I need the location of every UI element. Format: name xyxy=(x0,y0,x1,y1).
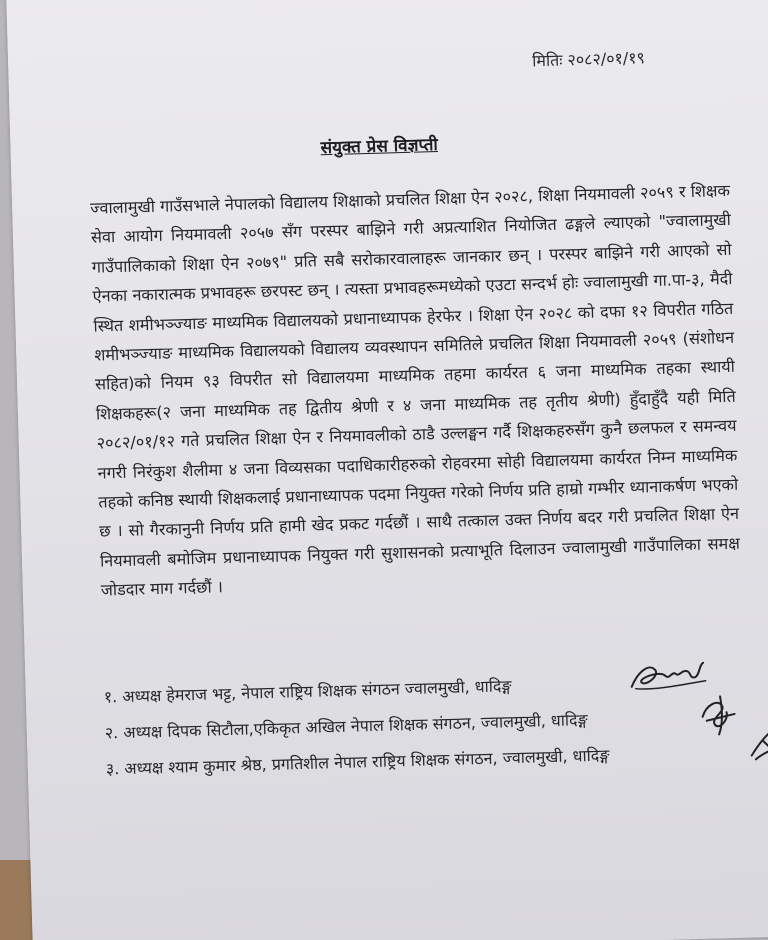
signatory-number: १. xyxy=(103,687,118,707)
handwritten-signature-2 xyxy=(696,690,741,737)
date-line: मितिः २०८२/०१/१९ xyxy=(531,48,646,71)
signatory-number: २. xyxy=(104,723,119,743)
document-heading: संयुक्त प्रेस विज्ञप्ती xyxy=(320,135,439,159)
signatory-text: अध्यक्ष श्याम कुमार श्रेष्ठ, प्रगतिशील नेपाल राष्ट्रिय शिक्षक संगठन, ज्वालमुखी, धादिङ्ग xyxy=(124,745,610,778)
signatory-text: अध्यक्ष हेमराज भट्ट, नेपाल राष्ट्रिय शिक्षक संगठन ज्वालमुखी, धादिङ्ग xyxy=(122,676,512,707)
body-paragraph: ज्वालामुखी गाउँसभाले नेपालको विद्यालय शिक्षाको प्रचलित शिक्षा ऐन २०२८, शिक्षा नियमावली २०५९ र शिक्षक सेवा आयोग नियमावली २०५७ सँग परस्पर बाझिने गरी अप्रत्याशित नियोजित ढङ्गले ल्याएको "ज्वालामुखी गाउँपालिकाको शिक्षा ऐन २०७९" प्रति सबै सरोकारवालाहरू जानकार छन् । परस्पर बाझिने गरी आएको सो ऐनका नकारात्मक प्रभावहरू छरपस्ट छन् । त्यस्ता प्रभावहरूमध्येको एउटा सन्दर्भ होः ज्वालामुखी गा.पा-३, मैदी स्थित शमीभञ्ज्याङ माध्यमिक विद्यालयको प्रधानाध्यापक हेरफेर । शिक्षा ऐन २०२८ को दफा १२ विपरीत गठित शमीभञ्ज्याङ माध्यमिक विद्यालयको विद्यालय व्यवस्थापन समितिले प्रचलित शिक्षा नियमावली २०५९ (संशोधन सहित)को नियम ९३ विपरीत सो विद्यालयमा माध्यमिक तहमा कार्यरत ६ जना माध्यमिक तहका स्थायी शिक्षकहरू(२ जना माध्यमिक तह द्वितीय श्रेणी र ४ जना माध्यमिक तह तृतीय श्रेणी) हुँदाहुँदै यही मिति २०८२/०१/१२ गते प्रचलित शिक्षा ऐन र नियमावलीको ठाडै उल्लङ्घन गर्दै शिक्षकहरुसँग कुनै छलफल र समन्वय नगरी निरंकुश शैलीमा ४ जना विव्यसका पदाधिकारीहरुको रोहवरमा सोही विद्यालयमा कार्यरत निम्न माध्यमिक तहको कनिष्ठ स्थायी शिक्षकलाई प्रधानाध्यापक पदमा नियुक्त गरेको निर्णय प्रति हाम्रो गम्भीर ध्यानाकर्षण भएको छ । सो गैरकानुनी निर्णय प्रति हामी खेद प्रकट गर्दछौं । साथै तत्काल उक्त निर्णय बदर गरी प्रचलित शिक्षा ऐन नियमावली बमोजिम प्रधानाध्यापक नियुक्त गरी सुशासनको प्रत्याभूति दिलाउन ज्वालामुखी गाउँपालिका समक्ष जोडदार माग गर्दछौं । xyxy=(89,180,741,600)
signatory-number: ३. xyxy=(105,759,120,779)
document-sheet xyxy=(6,0,768,940)
signatory-text: अध्यक्ष दिपक सिटौला,एकिकृत अखिल नेपाल शिक्षक संगठन, ज्वालमुखी, धादिङ्ग xyxy=(123,710,588,743)
handwritten-signature-3 xyxy=(745,720,768,765)
